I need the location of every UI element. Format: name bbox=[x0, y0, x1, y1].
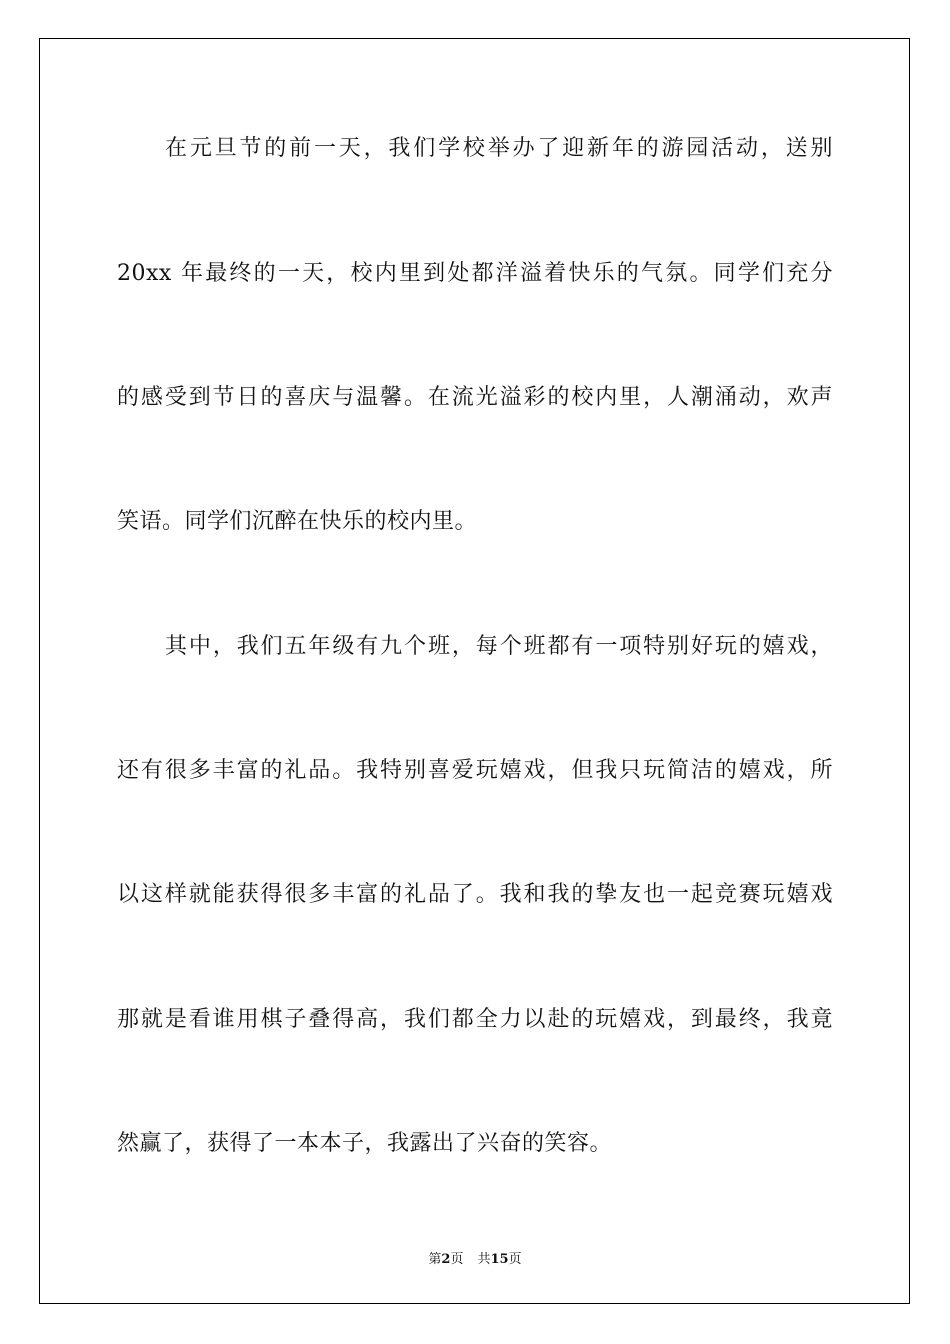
paragraph-2-line-1: 其中，我们五年级有九个班，每个班都有一项特别好玩的嬉戏， bbox=[165, 634, 833, 659]
paragraph-1-line-3: 的感受到节日的喜庆与温馨。在流光溢彩的校内里，人潮涌动，欢声 bbox=[117, 385, 833, 410]
page-footer bbox=[0, 1248, 950, 1267]
page-suffix: 页 bbox=[450, 1252, 464, 1267]
paragraph-2-line-4: 那就是看谁用棋子叠得高，我们都全力以赴的玩嬉戏，到最终，我竟 bbox=[117, 1007, 833, 1032]
paragraph-2-line-2: 还有很多丰富的礼品。我特别喜爱玩嬉戏，但我只玩简洁的嬉戏，所 bbox=[117, 758, 833, 783]
page-number: 2 bbox=[441, 1252, 451, 1267]
paragraph-1-line-1: 在元旦节的前一天，我们学校举办了迎新年的游园活动，送别 bbox=[165, 136, 833, 161]
paragraph-1-line-4: 笑语。同学们沉醉在快乐的校内里。 bbox=[117, 509, 478, 534]
total-prefix: 共 bbox=[477, 1252, 491, 1267]
page-prefix: 第 bbox=[428, 1252, 442, 1267]
page-border bbox=[39, 38, 910, 1304]
paragraph-1-line-2: 20xx 年最终的一天，校内里到处都洋溢着快乐的气氛。同学们充分 bbox=[117, 261, 833, 286]
total-suffix: 页 bbox=[508, 1252, 522, 1267]
paragraph-2-line-3: 以这样就能获得很多丰富的礼品了。我和我的挚友也一起竞赛玩嬉戏 bbox=[117, 882, 833, 907]
total-pages: 15 bbox=[490, 1252, 509, 1267]
paragraph-2-line-5: 然赢了，获得了一本本子，我露出了兴奋的笑容。 bbox=[117, 1131, 613, 1156]
